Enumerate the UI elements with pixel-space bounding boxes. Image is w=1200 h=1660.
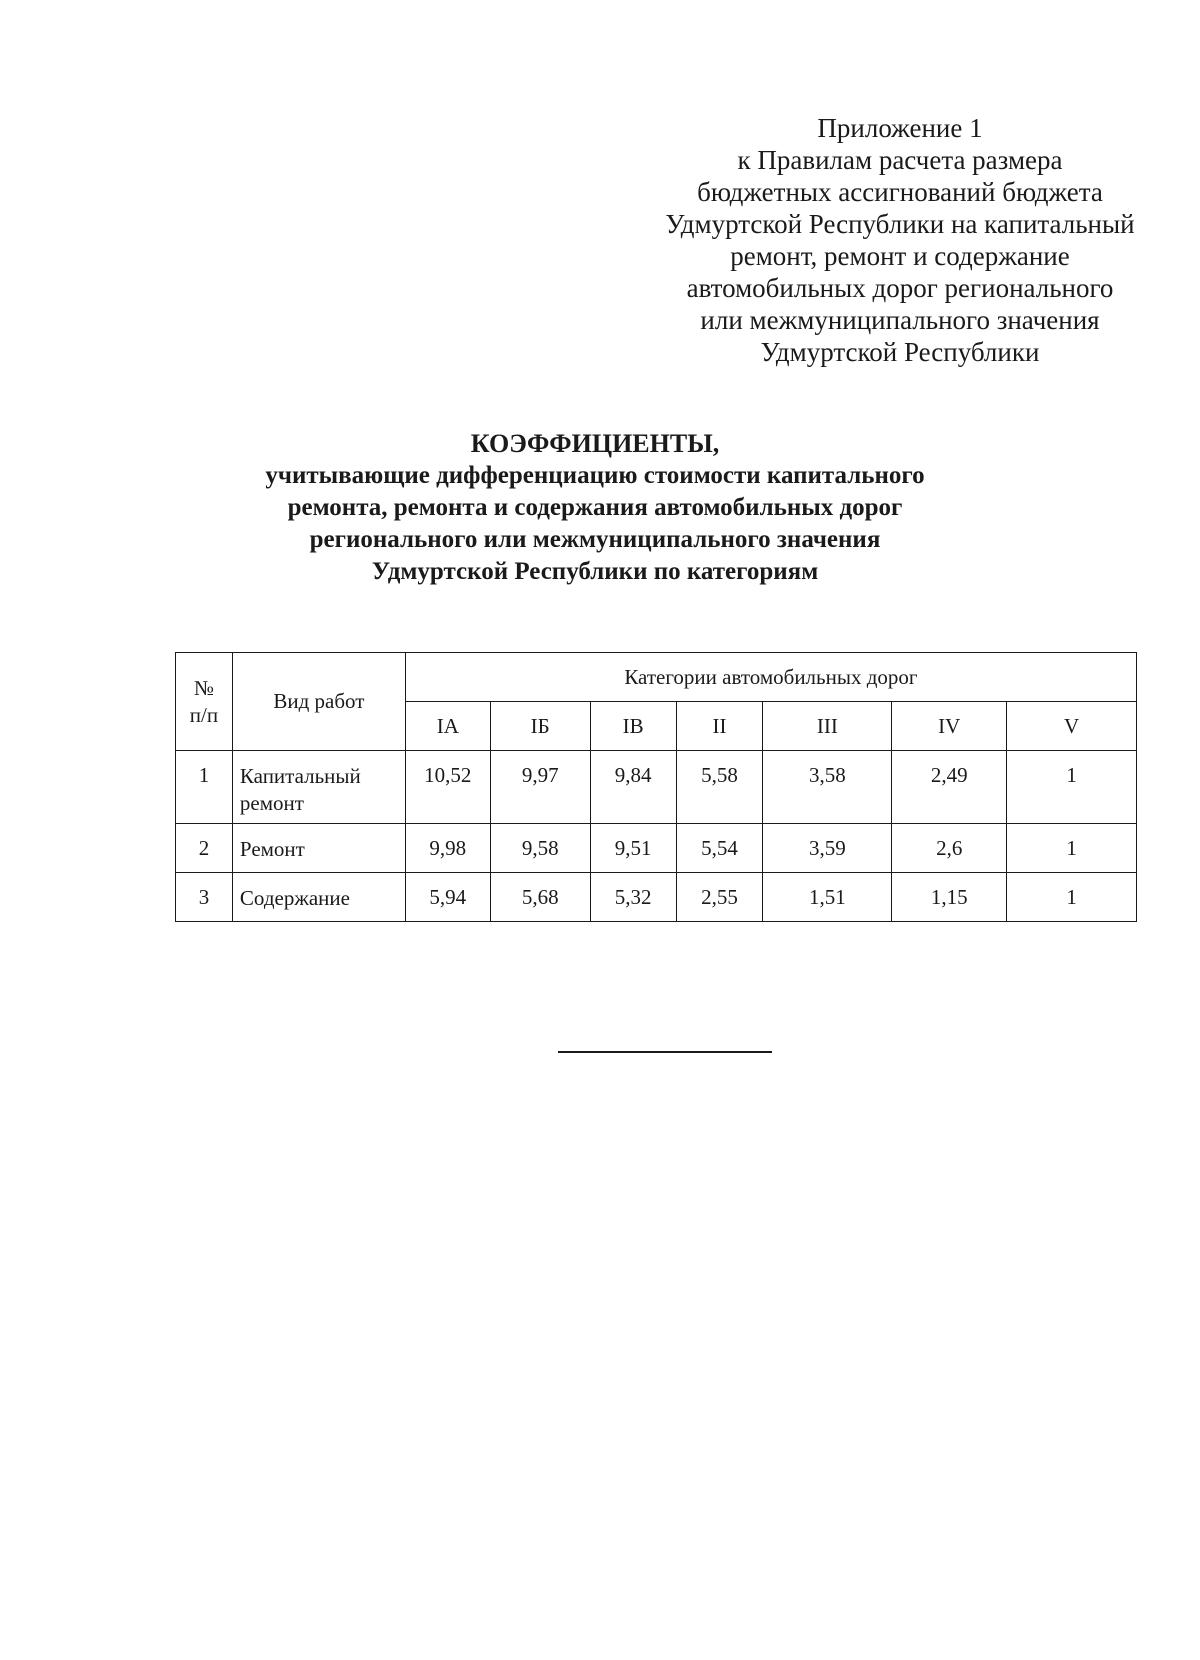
table-cell: 2,6 — [892, 824, 1007, 873]
table-cell: 5,32 — [590, 873, 676, 922]
appendix-line: или межмуниципального значения — [700, 305, 1100, 335]
table-cell: 10,52 — [405, 751, 490, 824]
header-category: IV — [892, 702, 1007, 751]
table-cell: 9,51 — [590, 824, 676, 873]
coefficients-table — [175, 652, 1137, 922]
title-main: КОЭФФИЦИЕНТЫ, — [470, 429, 720, 458]
table-cell: 5,54 — [676, 824, 763, 873]
appendix-line: к Правилам расчета размера — [737, 145, 1063, 175]
header-category: V — [1007, 702, 1137, 751]
table-cell: 1 — [1007, 873, 1137, 922]
header-category: III — [763, 702, 892, 751]
row-work-type: Содержание — [232, 873, 405, 922]
appendix-line: Удмуртской Республики на капитальный — [665, 209, 1135, 239]
table-cell: 5,94 — [405, 873, 490, 922]
title-line: ремонта, ремонта и содержания автомобильных дорог — [287, 494, 903, 521]
row-work-type — [232, 751, 405, 824]
table-cell: 2,55 — [676, 873, 763, 922]
table-cell: 9,58 — [490, 824, 590, 873]
table-row — [176, 824, 1137, 873]
table-cell: 5,68 — [490, 873, 590, 922]
document-title — [140, 428, 1050, 588]
table-cell: 1,51 — [763, 873, 892, 922]
header-number-line1: № — [193, 675, 214, 700]
header-work-type: Вид работ — [232, 653, 405, 751]
row-work-type: Ремонт — [232, 824, 405, 873]
row-number: 2 — [176, 824, 233, 873]
row-number: 1 — [176, 751, 233, 824]
row-number: 3 — [176, 873, 233, 922]
appendix-line: бюджетных ассигнований бюджета — [697, 177, 1103, 207]
appendix-line: Удмуртской Республики — [760, 337, 1040, 367]
table-cell: 9,98 — [405, 824, 490, 873]
table-cell: 5,58 — [676, 751, 763, 824]
title-line: Удмуртской Республики по категориям — [371, 558, 819, 585]
row-work-type-line: Капитальный — [239, 764, 361, 788]
header-category: IA — [405, 702, 490, 751]
header-categories-group: Категории автомобильных дорог — [405, 653, 1136, 702]
header-category: IB — [590, 702, 676, 751]
table-cell: 3,58 — [763, 751, 892, 824]
table-cell: 9,84 — [590, 751, 676, 824]
appendix-line: автомобильных дорог регионального — [686, 273, 1114, 303]
appendix-line: ремонт, ремонт и содержание — [730, 241, 1070, 271]
header-number-line2: п/п — [189, 702, 219, 727]
table-row — [176, 873, 1137, 922]
table-row — [176, 751, 1137, 824]
table-cell: 1,15 — [892, 873, 1007, 922]
appendix-line: Приложение 1 — [817, 113, 983, 143]
table-cell: 9,97 — [490, 751, 590, 824]
title-line: регионального или межмуниципального значения — [309, 526, 881, 553]
table-cell: 1 — [1007, 824, 1137, 873]
row-work-type-line: ремонт — [239, 791, 304, 815]
table-cell: 1 — [1007, 751, 1137, 824]
header-number — [176, 653, 233, 751]
end-separator-line — [558, 1051, 772, 1053]
header-category: II — [676, 702, 763, 751]
header-category: IБ — [490, 702, 590, 751]
table-cell: 3,59 — [763, 824, 892, 873]
title-line: учитывающие дифференциацию стоимости капитального — [265, 462, 925, 489]
table-cell: 2,49 — [892, 751, 1007, 824]
table-header-row — [176, 653, 1137, 702]
appendix-heading — [640, 112, 1160, 368]
